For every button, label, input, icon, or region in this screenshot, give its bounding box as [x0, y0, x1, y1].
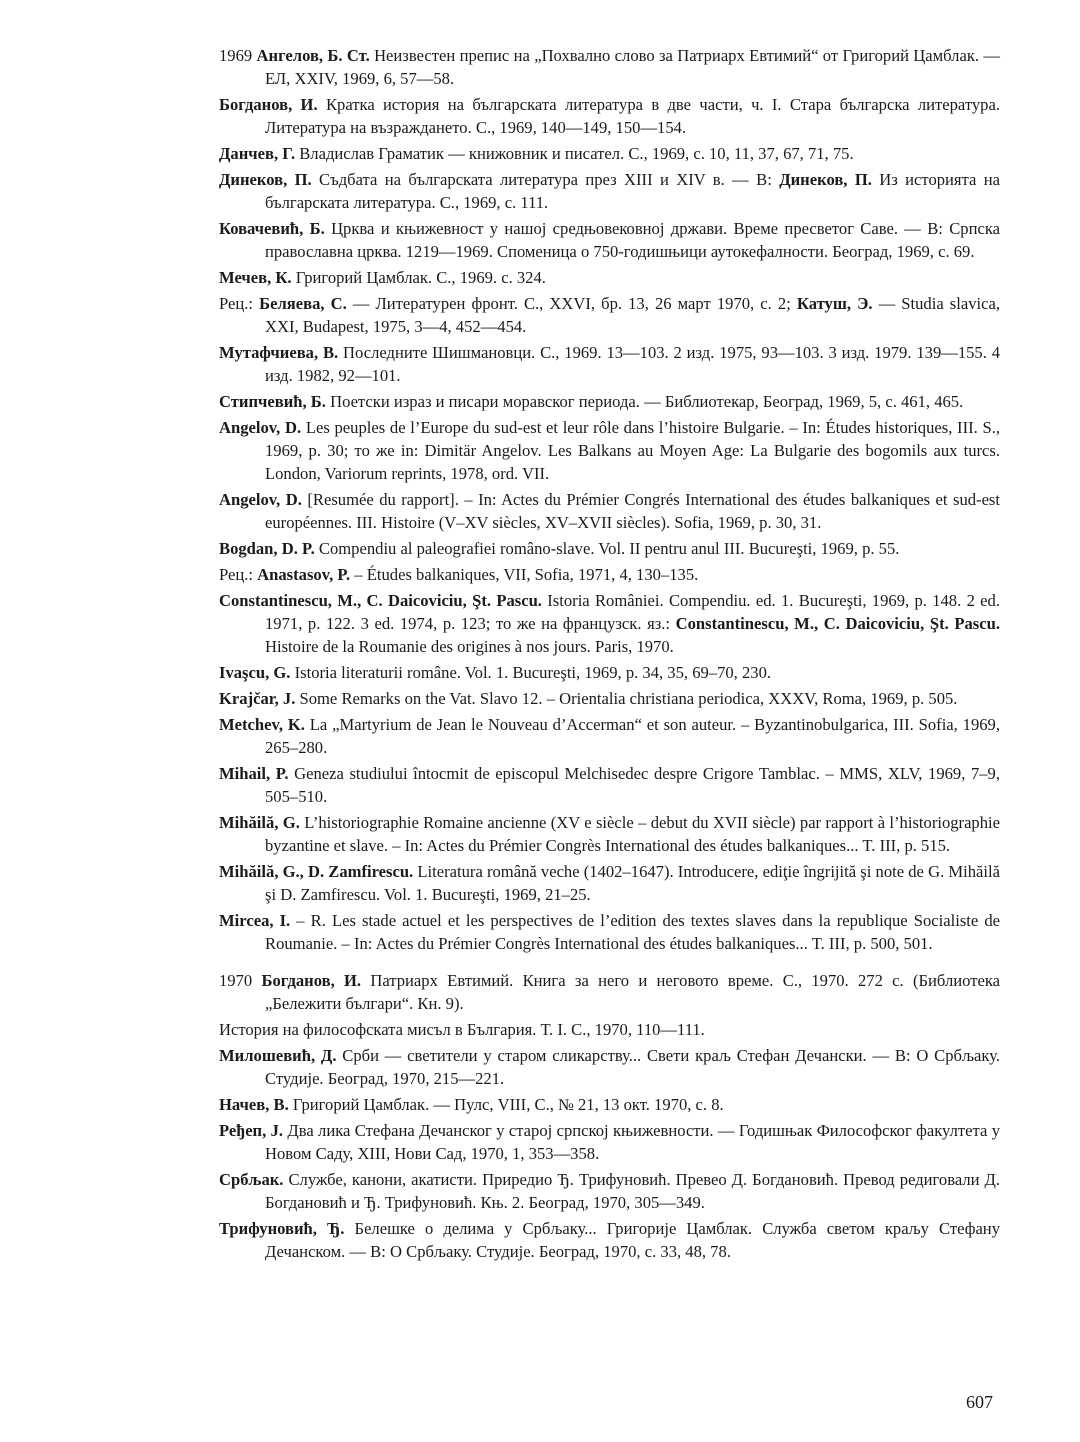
bibliography-entry [219, 1168, 1000, 1214]
year-label: 1970 [219, 971, 253, 990]
review-prefix: Рец.: [219, 565, 258, 584]
bibliography-entry [219, 341, 1000, 387]
entry-text: Geneza studiului întocmit de episcopul Melchisedec despre Crigore Tamblac. – MMS, XLV, 1969, 7–9, 505–510. [265, 764, 1001, 806]
entry-author: Mircea, I. [219, 911, 291, 930]
page-number: 607 [966, 1392, 993, 1412]
bibliography-entry [219, 488, 1000, 534]
entry-author: Милошевић, Д. [219, 1046, 337, 1065]
entry-author: Данчев, Г. [219, 144, 296, 163]
bibliography-entry [219, 217, 1000, 263]
entry-text-secondary: — Studia slavica, XXI, Budapest, 1975, 3—4, 452—454. [265, 294, 1000, 336]
bibliography-entry [219, 44, 1000, 90]
entry-text-secondary: Histoire de la Roumanie des origines à nos jours. Paris, 1970. [265, 637, 674, 656]
bibliography-entry [219, 390, 1000, 413]
entry-text: Владислав Граматик — книжовник и писател. С., 1969, с. 10, 11, 37, 67, 71, 75. [295, 144, 854, 163]
entry-author: Mihăilă, G., D. Zamfirescu. [219, 862, 414, 881]
bibliography-entry [219, 909, 1000, 955]
entry-text-secondary: Из историята на българската литература. С., 1969, с. 111. [265, 170, 1000, 212]
entry-author: Стипчевић, Б. [219, 392, 326, 411]
entry-author-secondary: Динеков, П. [779, 170, 872, 189]
bibliography-entry [219, 969, 1000, 1015]
entry-text: Поетски израз и писари моравског периода. — Библиотекар, Београд, 1969, 5, с. 461, 465. [325, 392, 964, 411]
bibliography-entry [219, 687, 1000, 710]
entry-text: Compendiu al paleografiei româno-slave. Vol. II pentru anul III. Bucureşti, 1969, p. 55. [314, 539, 900, 558]
bibliography-entry [219, 762, 1000, 808]
bibliography-entry [219, 1018, 1000, 1041]
entry-text: Службе, канони, акатисти. Приредио Ђ. Трифуновић. Превео Д. Богдановић. Превод редиговали Д. Богдановић и Ђ. Трифуновић. Књ. 2. Београд, 1970, 305—349. [265, 1170, 1000, 1212]
bibliography-entry [219, 1044, 1000, 1090]
entry-author: Mihail, P. [219, 764, 289, 783]
entry-text: L’historiographie Romaine ancienne (XV e siècle – debut du XVII siècle) par rapport à l’historiographie byzantine et slave. – In: Actes du Prémier Congrès International des études balkaniques... T. III, p. 515. [265, 813, 1001, 855]
entry-text: [Resumée du rapport]. – In: Actes du Prémier Congrés International des études balkaniques et sud-est européennes. III. Histoire (V–XV siècles, XV–XVII siècles). Sofia, 1969, p. 30, 31. [265, 490, 1001, 532]
entry-text: Literatura română veche (1402–1647). Introducere, ediţie îngrijită şi note de G. Mihăilă şi D. Zamfirescu. Vol. 1. Bucureşti, 1969, 21–25. [265, 862, 1000, 904]
entry-text: Istoria României. Compendiu. ed. 1. Bucureşti, 1969, p. 148. 2 ed. 1971, p. 122. 3 ed. 1974, p. 123; то же на французск. яз.: [265, 591, 1000, 633]
entry-text: Григорий Цамблак. — Пулс, VIII, С., № 21, 13 окт. 1970, с. 8. [288, 1095, 724, 1114]
review-entry [219, 292, 1000, 338]
entry-author-secondary: Катуш, Э. [796, 294, 873, 313]
bibliography-entry [219, 589, 1000, 658]
entry-author: Ковачевић, Б. [219, 219, 325, 238]
entry-text: Кратка история на българската литература в две части, ч. I. Стара българска литература. Литература на възраждането. С., 1969, 140—149, 150—154. [265, 95, 1000, 137]
bibliography-entry [219, 1217, 1000, 1263]
entry-author: Angelov, D. [219, 490, 302, 509]
entry-author-secondary: Constantinescu, M., C. Daicoviciu, Şt. Pascu. [675, 614, 1000, 633]
bibliography-entry [219, 811, 1000, 857]
entry-text: La „Martyrium de Jean le Nouveau d’Accerman“ et son auteur. – Byzantinobulgarica, III. Sofia, 1969, 265–280. [265, 715, 1000, 757]
entry-author: Ангелов, Б. Ст. [256, 46, 370, 65]
bibliography-entry [219, 537, 1000, 560]
entry-author: Ређеп, J. [219, 1121, 284, 1140]
bibliography-entry [219, 860, 1000, 906]
entry-author: Constantinescu, M., C. Daicoviciu, Şt. Pascu. [219, 591, 542, 610]
bibliography-entry [219, 1093, 1000, 1116]
entry-author: Богданов, И. [261, 971, 362, 990]
entry-text: – Études balkaniques, VII, Sofia, 1971, 4, 130–135. [350, 565, 699, 584]
bibliography-entry [219, 713, 1000, 759]
entry-author: Мечев, К. [219, 268, 292, 287]
review-entry [219, 563, 1000, 586]
year-label: 1969 [219, 46, 253, 65]
entry-text: Последните Шишмановци. С., 1969. 13—103. 2 изд. 1975, 93—103. 3 изд. 1979. 139—155. 4 изд. 1982, 92—101. [265, 343, 1001, 385]
entry-text: Григорий Цамблак. С., 1969. с. 324. [291, 268, 546, 287]
entry-text: Црква и књижевност у нашој средњовековној држави. Време пресветог Саве. — В: Српска православна црква. 1219—1969. Споменица о 750-годишњици аутокефалности. Београд, 1969, с. 69. [265, 219, 1001, 261]
entry-author: Мутафчиева, В. [219, 343, 339, 362]
entry-text: Les peuples de l’Europe du sud-est et leur rôle dans l’histoire Bulgarie. – In: Études historiques, III. S., 1969, p. 30; то же in: Dimitär Angelov. Les Balkans au Moyen Age: La Bulgarie des bogomils aux turcs. London, Variorum reprints, 1978, ord. VII. [265, 418, 1000, 483]
entry-author: Metchev, K. [219, 715, 305, 734]
entry-author: Ivaşcu, G. [219, 663, 291, 682]
entry-author: Беляева, С. [259, 294, 347, 313]
bibliography-entry [219, 266, 1000, 289]
bibliography-entry [219, 168, 1000, 214]
entry-author: Богданов, И. [219, 95, 318, 114]
entry-author: Трифуновић, Ђ. [219, 1219, 345, 1238]
review-prefix: Рец.: [219, 294, 260, 313]
entry-author: Krajčar, J. [219, 689, 296, 708]
entry-text: Патриарх Евтимий. Книга за него и неговото време. С., 1970. 272 с. (Библиотека „Бележити българи“. Кн. 9). [265, 971, 1000, 1013]
bibliography-entry [219, 416, 1000, 485]
bibliography-entry [219, 93, 1000, 139]
entry-text: Срби — светители у старом сликарству... Свети краљ Стефан Дечански. — В: О Србљаку. Студије. Београд, 1970, 215—221. [265, 1046, 1000, 1088]
entry-text: Istoria literaturii române. Vol. 1. Bucureşti, 1969, p. 34, 35, 69–70, 230. [290, 663, 772, 682]
entry-text: – R. Les stade actuel et les perspectives de l’edition des textes slaves dans la republique Socialiste de Roumanie. – In: Actes du Prémier Congrès International des études balkaniques... T. III, p. 500, 501. [265, 911, 1000, 953]
entry-author: Bogdan, D. P. [219, 539, 315, 558]
entry-author: Динеков, П. [219, 170, 312, 189]
bibliography-entry [219, 1119, 1000, 1165]
bibliography-entry [219, 661, 1000, 684]
entry-text: Some Remarks on the Vat. Slavo 12. – Orientalia christiana periodica, XXXV, Roma, 1969, p. 505. [295, 689, 958, 708]
bibliography-entry [219, 142, 1000, 165]
entry-author: Mihăilă, G. [219, 813, 300, 832]
bibliography-list [219, 44, 1000, 1266]
entry-author: Anastasov, P. [257, 565, 351, 584]
entry-text: — Литературен фронт. С., XXVI, бр. 13, 26 март 1970, с. 2; [346, 294, 797, 313]
entry-text: История на философската мисъл в България. Т. I. С., 1970, 110—111. [219, 1020, 705, 1039]
entry-text: Два лика Стефана Дечанског у старој српској књижевности. — Годишњак Философског факултета у Новом Саду, XIII, Нови Сад, 1970, 1, 353—358. [265, 1121, 1000, 1163]
entry-author: Начев, В. [219, 1095, 289, 1114]
entry-text: Белешке о делима у Србљаку... Григорије Цамблак. Служба светом краљу Стефану Дечанском. — В: О Србљаку. Студије. Београд, 1970, с. 33, 48, 78. [265, 1219, 1000, 1261]
entry-text: Неизвестен препис на „Похвално слово за Патриарх Евтимий“ от Григорий Цамблак. — ЕЛ, XXIV, 1969, 6, 57—58. [265, 46, 1000, 88]
entry-author: Србљак. [219, 1170, 284, 1189]
entry-text: Съдбата на българската литература през XIII и XIV в. — В: [311, 170, 780, 189]
entry-author: Angelov, D. [219, 418, 302, 437]
